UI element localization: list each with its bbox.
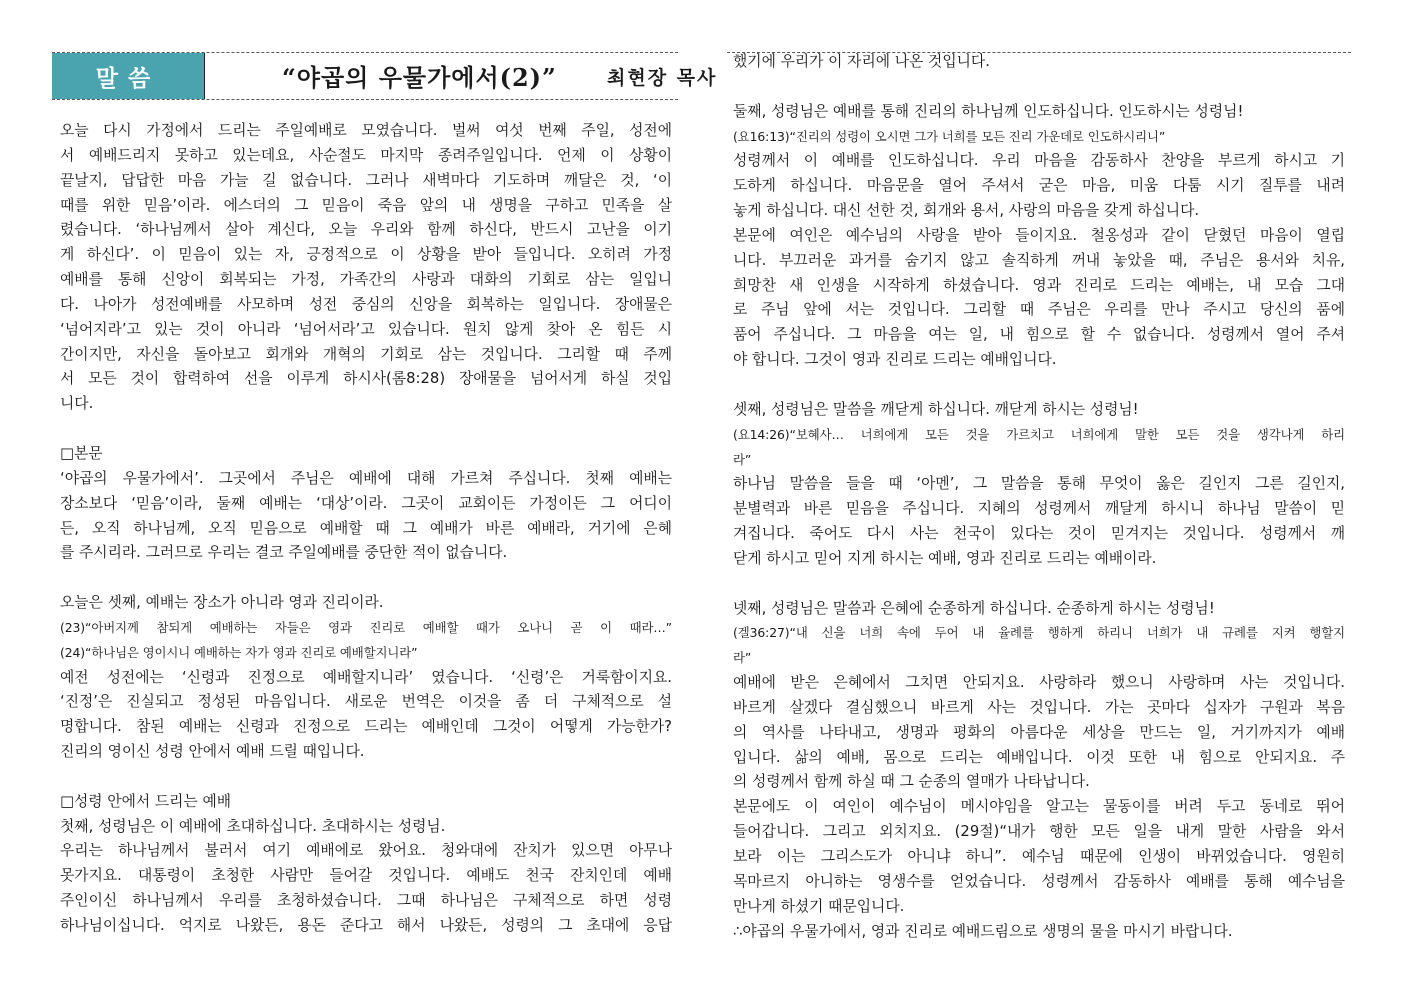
blank-line — [733, 373, 1345, 398]
text-line: 들어갑니다. 그리고 외치지요. (29절)“내가 행한 모든 일을 내게 말한 사람을 와서 — [733, 823, 1345, 841]
text-line: 렸습니다. ‘하나님께서 살아 계신다, 오늘 우리와 함께 하신다, 반드시 고난을 이기 — [60, 221, 672, 239]
section-tab: 말씀 — [52, 53, 205, 99]
text-line: (요14:26)“보혜사… 너희에게 모든 것을 가르치고 너희에게 말한 모든 것을 생각나게 하리 — [733, 426, 1345, 442]
text-line: ‘넘어지라’고 있는 것이 아니라 ‘넘어서라’고 있습니다. 원치 않게 찾아 온 힘든 시 — [60, 320, 672, 338]
text-line: ∴야곱의 우물가에서, 영과 진리로 예배드림으로 생명의 물을 마시기 바랍니다. — [733, 922, 1233, 940]
text-line: 를 주시리라. 그러므로 우리는 결코 주일예배를 중단한 적이 없습니다. — [60, 544, 508, 562]
text-line: 보라 이는 그리스도가 아니냐 하니”. 예수님 때문에 인생이 바뀌었습니다. 영원히 — [733, 848, 1345, 865]
text-line: 겨집니다. 죽어도 다시 사는 천국이 있다는 것이 믿겨지는 것입니다. 성령께서 깨 — [733, 525, 1345, 543]
text-line: 든, 오직 하나님께, 오직 믿음으로 예배할 때 그 예배가 바른 예배라, 거기에 은혜 — [60, 519, 672, 537]
text-line: 분별력과 바른 믿음을 주십니다. 지혜의 성령께서 깨달게 하시니 하나님 말씀이 믿 — [733, 500, 1345, 518]
text-line: 만나게 하셨기 때문입니다. — [733, 897, 905, 915]
text-line: 예전 성전에는 ‘신령과 진정으로 예배할지니라’ 였습니다. ‘신령’은 거룩함이지요. — [60, 668, 672, 686]
text-line: 오늘은 셋째, 예배는 장소가 아니라 영과 진리이라. — [60, 594, 384, 612]
text-line: 게 하신다’. 이 믿음이 있는 자, 긍정적으로 이 상황을 받아 들입니다. 오히려 가정 — [60, 246, 672, 264]
text-line: 품어 주십니다. 그 마음을 여는 일, 내 힘으로 할 수 없습니다. 성령께서 열어 주셔 — [733, 326, 1345, 344]
text-line: 니다. — [60, 395, 94, 413]
text-line: 니다. 부끄러운 과거를 숨기지 않고 솔직하게 꺼내 놓았을 때, 주님은 용서와 치유, — [733, 251, 1345, 269]
sermon-author: 최현장 목사 — [607, 67, 718, 89]
text-line: 첫째, 성령님은 이 예배에 초대하십니다. 초대하시는 성령님. — [60, 817, 446, 835]
text-line: (23)“아버지께 참되게 예배하는 자들은 영과 진리로 예배할 때가 오나니 곧 이 때라…” — [60, 619, 672, 635]
left-column — [60, 119, 672, 939]
text-line: 간이지만, 자신을 돌아보고 회개와 개혁의 기회로 삼는 것입니다. 그리할 때 주께 — [60, 345, 672, 363]
text-line: 진리의 영이신 성령 안에서 예배 드릴 때입니다. — [60, 743, 365, 761]
text-line: 주인이신 하나님께서 우리를 초청하셨습니다. 그때 하나님은 구체적으로 하면 성령 — [60, 892, 672, 910]
blank-line — [60, 417, 672, 442]
text-line: ‘야곱의 우물가에서’. 그곳에서 주님은 예배에 대해 가르쳐 주십니다. 첫째 예배는 — [60, 469, 672, 487]
text-line: 야 합니다. 그것이 영과 진리로 드리는 예배입니다. — [733, 351, 1057, 369]
text-line: 서 예배드리지 못하고 있는데요, 사순절도 마지막 종려주일입니다. 언제 이 상황이 — [60, 146, 672, 164]
blank-line — [60, 566, 672, 591]
text-line: 둘째, 성령님은 예배를 통해 진리의 하나님께 인도하십니다. 인도하시는 성령님! — [733, 102, 1244, 120]
text-line: □성령 안에서 드리는 예배 — [60, 792, 232, 810]
text-line: 라” — [733, 451, 752, 467]
text-line: 라” — [733, 650, 752, 666]
text-line: (겔36:27)“내 신을 너희 속에 두어 내 율례를 행하게 하리니 너희가 내 규례를 지켜 행할지 — [733, 625, 1345, 641]
text-line: 때를 위한 믿음’이라. 에스더의 그 믿음이 죽음 앞의 내 생명을 구하고 민족을 살 — [60, 196, 672, 214]
text-line: 셋째, 성령님은 말씀을 깨닫게 하십니다. 깨닫게 하시는 성령님! — [733, 400, 1139, 418]
text-line: 예배에 받은 은혜에서 그치면 안되지요. 사랑하라 했으니 사랑하며 사는 것입니다. — [733, 674, 1345, 692]
text-line: 명합니다. 참된 예배는 신령과 진정으로 드리는 예배인데 그것이 어떻게 가능한가? — [60, 718, 672, 736]
blank-line — [60, 765, 672, 790]
text-line: 바르게 살겠다 결심했으니 바르게 사는 것입니다. 가는 곳마다 십자가 구원과 복음 — [733, 698, 1345, 716]
text-line: 끝날지, 답답한 마음 가늘 길 없습니다. 그러나 새벽마다 기도하며 깨달은 것, ‘이 — [60, 171, 672, 189]
text-line: 로 주님 앞에 서는 것입니다. 그리할 때 주님은 우리를 만나 주시고 당신의 품에 — [733, 301, 1345, 319]
text-line: 넷째, 성령님은 말씀과 은혜에 순종하게 하십니다. 순종하게 하시는 성령님! — [733, 599, 1215, 617]
text-line: 의 역사를 나타내고, 생명과 평화의 아름다운 세상을 만드는 일, 거기까지가 예배 — [733, 723, 1345, 741]
text-line: 장소보다 ‘믿음’이라, 둘째 예배는 ‘대상’이라. 그곳이 교회이든 가정이든 그 어디이 — [60, 494, 672, 512]
text-line: ‘진정’은 진실되고 정성된 마음입니다. 새로운 번역은 이것을 좀 더 구체적으로 설 — [60, 693, 672, 711]
text-line: 오늘 다시 가정에서 드리는 주일예배로 모였습니다. 벌써 여섯 번째 주일, 성전에 — [60, 122, 672, 139]
text-line: 예배를 통해 신앙이 회복되는 가정, 가족간의 사랑과 대화의 기회로 삼는 일입니 — [60, 271, 672, 289]
text-line: 본문에 여인은 예수님의 사랑을 받아 들이지요. 철옹성과 같이 닫혔던 마음이 열립 — [733, 226, 1345, 244]
text-line: 하나님 말씀을 들을 때 ‘아멘’, 그 말씀을 통해 무엇이 옳은 길인지 그른 길인지, — [733, 475, 1345, 493]
text-line: 입니다. 삶의 예배, 몸으로 드리는 예배입니다. 이것 또한 내 힘으로 안되지요. 주 — [733, 748, 1345, 766]
text-line: □본문 — [60, 444, 103, 462]
text-line: 했기에 우리가 이 자리에 나온 것입니다. — [733, 53, 990, 70]
text-line: 목마르지 아니하는 영생수를 얻었습니다. 성령께서 감동하사 예배를 통해 예수님을 — [733, 872, 1345, 890]
sermon-header — [52, 52, 718, 100]
blank-line — [733, 75, 1345, 100]
text-line: 놓게 하십니다. 대신 선한 것, 회개와 용서, 사랑의 마음을 갖게 하십니다. — [733, 202, 1200, 220]
text-line: 하나님이십니다. 억지로 나왔든, 용돈 준다고 해서 나왔든, 성령의 그 초대에 응답 — [60, 917, 672, 934]
text-line: 다. 나아가 성전예배를 사모하며 성전 중심의 신앙을 회복하는 일입니다. 장애물은 — [60, 295, 672, 313]
text-line: 우리는 하나님께서 불러서 여기 예배에로 왔어요. 청와대에 잔치가 있으면 아무나 — [60, 842, 672, 860]
sermon-title: “야곱의 우물가에서(2)” — [282, 63, 557, 92]
text-line: 닫게 하시고 믿어 지게 하시는 예배, 영과 진리로 드리는 예배이라. — [733, 549, 1157, 567]
text-line: 본문에도 이 여인이 예수님이 메시야임을 알고는 물동이를 버려 두고 동네로 뛰어 — [733, 798, 1345, 816]
text-line: (24)“하나님은 영이시니 예배하는 자가 영과 진리로 예배할지니라” — [60, 644, 418, 660]
text-line: 희망찬 새 인생을 시작하게 하셨습니다. 영과 진리로 드리는 예배는, 내 모습 그대 — [733, 276, 1345, 294]
text-line: 도하게 하십니다. 마음문을 열어 주셔서 굳은 마음, 미움 다툼 시기 질투를 내려 — [733, 177, 1345, 195]
text-line: 서 모든 것이 합력하여 선을 이루게 하시사(롬8:28) 장애물을 넘어서게 하실 것입 — [60, 370, 672, 388]
blank-line — [733, 572, 1345, 597]
text-line: 성령께서 이 예배를 인도하십니다. 우리 마음을 감동하사 찬양을 부르게 하시고 기 — [733, 152, 1345, 170]
text-line: 못가지요. 대통령이 초청한 사람만 들어갈 것입니다. 예배도 천국 잔치인데 예배 — [60, 867, 672, 885]
text-line: (요16:13)“진리의 성령이 오시면 그가 너희를 모든 진리 가운데로 인도하시리니” — [733, 128, 1166, 144]
text-line: 의 성령께서 함께 하실 때 그 순종의 열매가 나타납니다. — [733, 773, 1090, 791]
right-column — [733, 50, 1345, 944]
